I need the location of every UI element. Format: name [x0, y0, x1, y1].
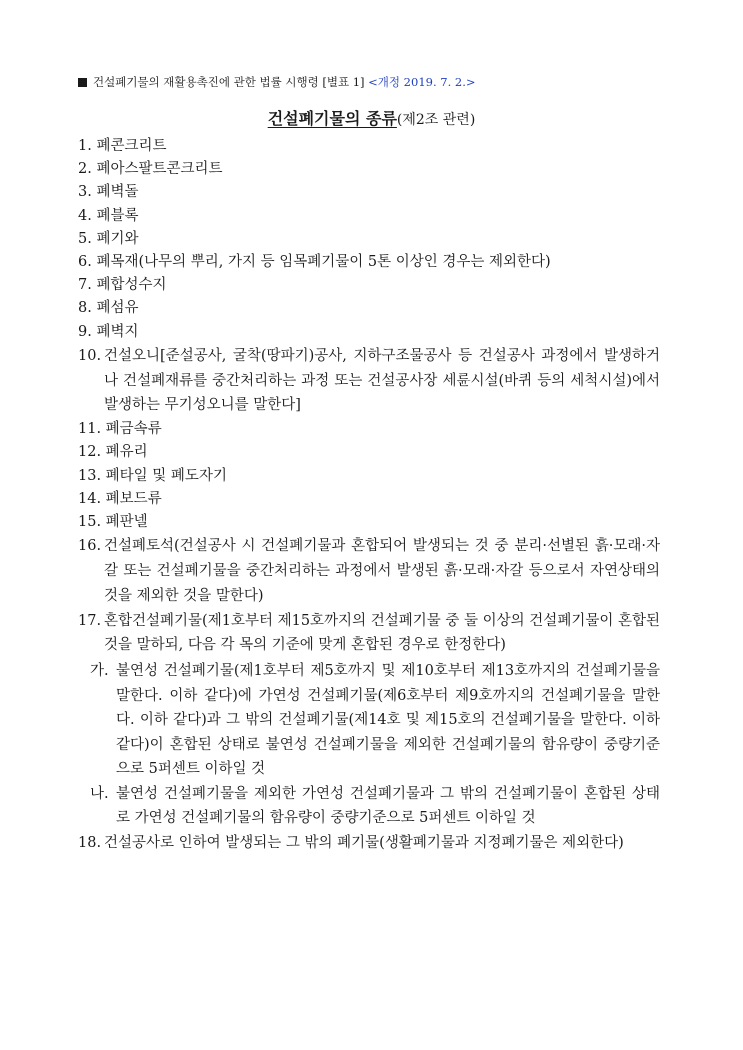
list-item: 15. 폐판넬: [78, 514, 148, 531]
list-item: 2. 폐아스팔트콘크리트: [78, 161, 223, 178]
sub-list-item: 나. 불연성 건설폐기물을 제외한 가연성 건설폐기물과 그 밖의 건설폐기물이 혼합된 상태로 가연성 건설폐기물의 함유량이 중량기준으로 5퍼센트 이하일 것: [90, 785, 660, 827]
list-item: 9. 폐벽지: [78, 323, 139, 340]
list-item: 11. 폐금속류: [78, 421, 162, 438]
header-text: 건설폐기물의 재활용촉진에 관한 법률 시행령 [별표 1]: [93, 75, 365, 89]
list-item: 14. 폐보드류: [78, 490, 162, 507]
list-item: 5. 폐기와: [78, 230, 139, 247]
list-item: 6. 폐목재(나무의 뿌리, 가지 등 임목폐기물이 5톤 이상인 경우는 제외한다): [78, 254, 551, 271]
list-item: 17. 혼합건설폐기물(제1호부터 제15호까지의 건설폐기물 중 둘 이상의 건설폐기물이 혼합된 것을 말하되, 다음 각 목의 기준에 맞게 혼합된 경우로 한정한다): [78, 612, 660, 654]
square-bullet-icon: [78, 78, 87, 87]
list-item: 18. 건설공사로 인하여 발생되는 그 밖의 폐기물(생활폐기물과 지정폐기물은 제외한다): [78, 834, 624, 851]
title-sub: (제2조 관련): [396, 112, 476, 128]
amendment-date: <개정 2019. 7. 2.>: [368, 75, 476, 89]
list-item: 12. 폐유리: [78, 444, 148, 461]
list-item: 10. 건설오니[준설공사, 굴착(땅파기)공사, 지하구조물공사 등 건설공사 과정에서 발생하거나 건설폐재류를 중간처리하는 과정 또는 건설공사장 세륜시설(바퀴 등의 세척시설)에서 발생하는 무기성오니를 말한다]: [78, 347, 660, 414]
document-header: [78, 74, 476, 90]
list-item: 7. 폐합성수지: [78, 277, 167, 294]
list-item: 8. 폐섬유: [78, 300, 139, 317]
list-item: 13. 폐타일 및 폐도자기: [78, 467, 227, 484]
list-item: 4. 폐블록: [78, 207, 139, 224]
waste-type-list: [78, 135, 660, 856]
list-item: 3. 폐벽돌: [78, 184, 139, 201]
title-main: 건설폐기물의 종류: [267, 109, 397, 128]
page-title: [0, 106, 743, 129]
list-item: 16. 건설폐토석(건설공사 시 건설폐기물과 혼합되어 발생되는 것 중 분리·선별된 흙·모래·자갈 또는 건설폐기물을 중간처리하는 과정에서 발생된 흙·모래·자갈 등으로서 자연상태의 것을 제외한 것을 말한다): [78, 538, 660, 604]
sub-list-item: 가. 불연성 건설폐기물(제1호부터 제5호까지 및 제10호부터 제13호까지의 건설폐기물을 말한다. 이하 같다)에 가연성 건설폐기물(제6호부터 제9호까지의 건설폐기물을 말한다. 이하 같다)과 그 밖의 건설폐기물(제14호 및 제15호의 건설폐기물을 말한다. 이하 같다)이 혼합된 상태로 불연성 건설폐기물을 제외한 건설폐기물의 함유량이 중량기준으로 5퍼센트 이하일 것: [90, 663, 660, 778]
list-item: 1. 폐콘크리트: [78, 138, 167, 154]
